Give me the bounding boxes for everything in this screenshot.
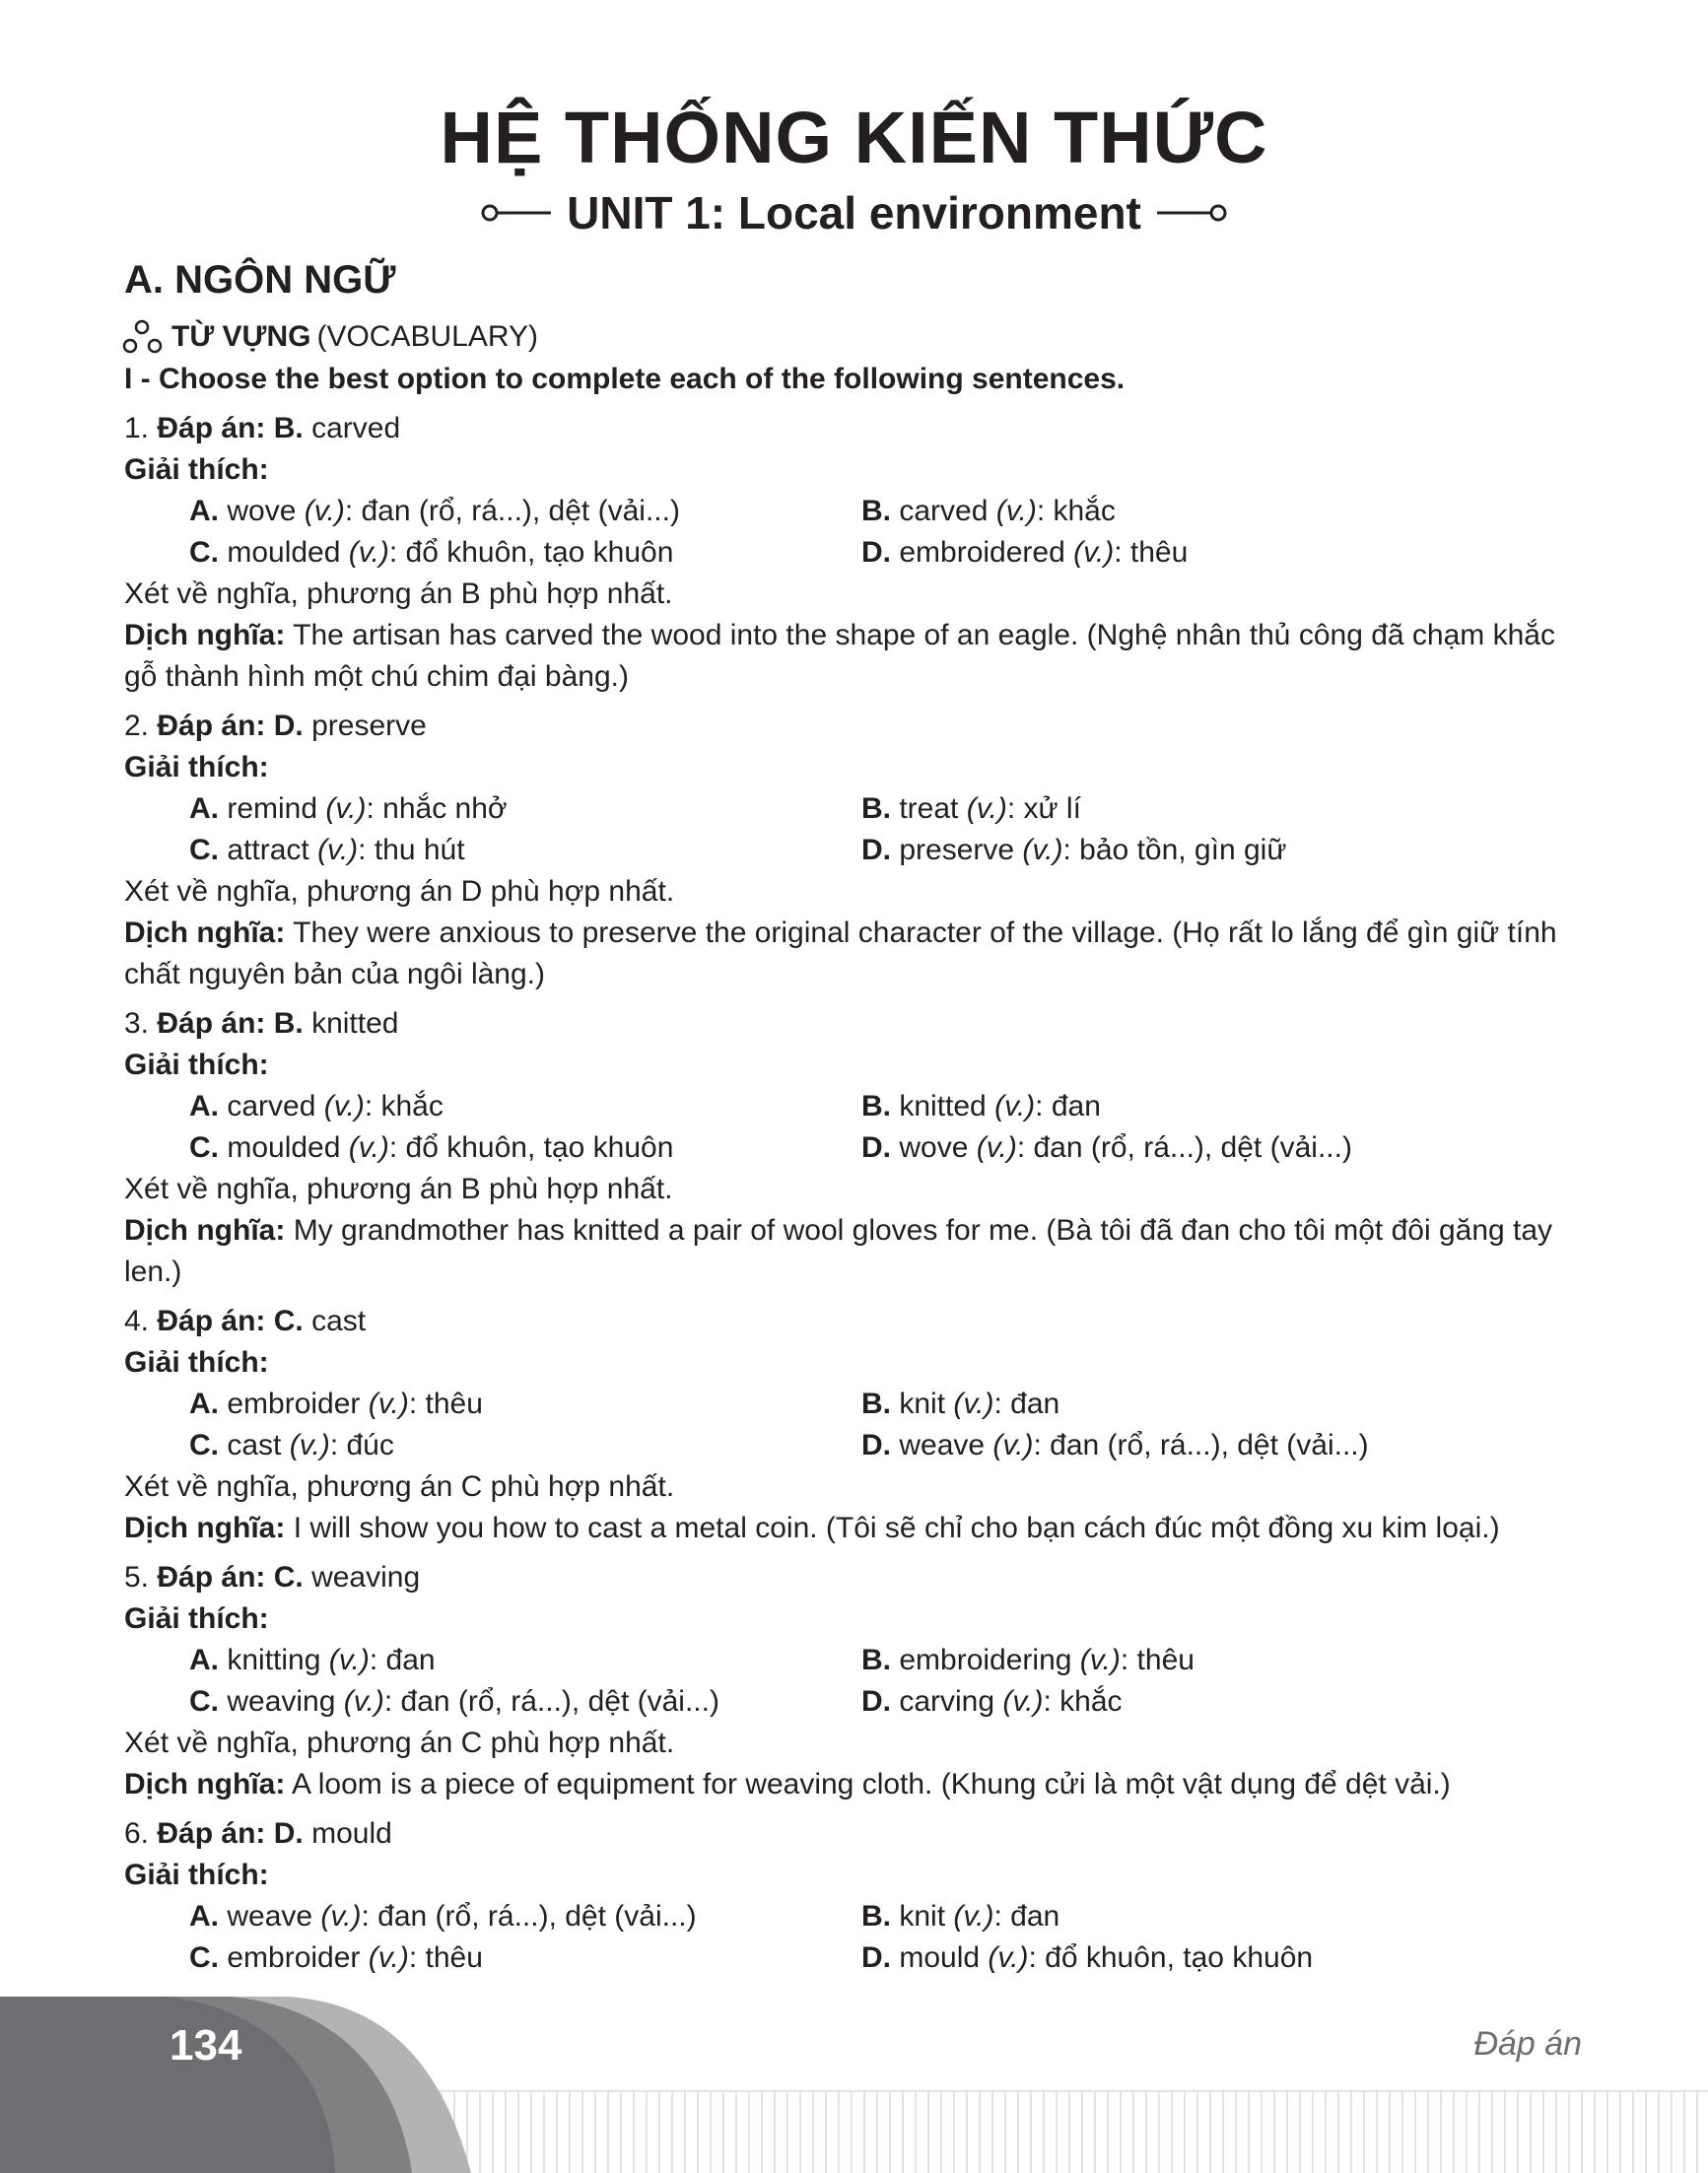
option-grid — [124, 1896, 1583, 1979]
option-letter: C. — [189, 834, 219, 866]
explanation-note: Xét về nghĩa, phương án B phù hợp nhất. — [124, 577, 673, 610]
answer-letter: B. — [273, 412, 304, 444]
answer-word: preserve — [311, 710, 427, 742]
answer-label: Đáp án: — [157, 1561, 266, 1594]
option-word: mould — [899, 1941, 981, 1974]
part-of-speech: (v.) — [368, 1388, 409, 1420]
translation-text: I will show you how to cast a metal coin. (Tôi sẽ chỉ cho bạn cách đúc một đồng xu kim loại.) — [293, 1512, 1500, 1544]
option-letter: A. — [189, 1900, 219, 1933]
option-letter: D. — [861, 1685, 891, 1718]
option-meaning: : xử lí — [1006, 792, 1081, 825]
vocabulary-label: TỪ VỰNG — [171, 320, 311, 353]
option-letter: C. — [189, 1685, 219, 1718]
translation — [124, 1764, 1583, 1805]
explain-label: Giải thích: — [124, 1602, 269, 1635]
answer-content — [124, 359, 1583, 1979]
option-letter: A. — [189, 1090, 219, 1122]
option-item — [861, 1425, 1532, 1466]
translation-text: A loom is a piece of equipment for weaving cloth. (Khung cửi là một vật dụng để dệt vải.) — [292, 1768, 1451, 1800]
translation — [124, 615, 1583, 698]
option-item — [189, 830, 861, 871]
option-item — [861, 1384, 1532, 1425]
translation — [124, 1508, 1583, 1549]
option-word: carved — [227, 1090, 316, 1122]
explain-label: Giải thích: — [124, 1859, 269, 1891]
option-word: embroidered — [899, 536, 1065, 569]
vocabulary-heading — [122, 317, 538, 357]
page-title: HỆ THỐNG KIẾN THỨC — [440, 97, 1268, 178]
option-meaning: : đan — [1035, 1090, 1101, 1122]
unit-title: UNIT 1: Local environment — [567, 187, 1141, 238]
option-meaning: : thêu — [408, 1941, 483, 1974]
option-item — [189, 1937, 861, 1979]
option-item — [861, 788, 1532, 830]
page-number: 134 — [170, 2021, 242, 2070]
option-letter: B. — [861, 1900, 891, 1933]
part-of-speech: (v.) — [348, 1131, 389, 1164]
part-of-speech: (v.) — [1073, 536, 1115, 569]
option-word: knit — [899, 1388, 946, 1420]
option-meaning: : khắc — [364, 1090, 444, 1122]
option-letter: A. — [189, 495, 219, 527]
option-item — [189, 491, 861, 532]
option-word: weave — [899, 1429, 986, 1461]
option-item — [189, 788, 861, 830]
option-word: treat — [899, 792, 959, 825]
option-item — [861, 1086, 1532, 1127]
question-number: 2. — [124, 710, 150, 742]
question-block — [124, 1557, 1583, 1805]
explain-label: Giải thích: — [124, 1049, 269, 1081]
section-heading: A. NGÔN NGỮ — [124, 258, 396, 302]
option-item — [861, 1127, 1532, 1169]
option-word: wove — [227, 495, 297, 527]
option-meaning: : thêu — [1120, 1644, 1195, 1676]
answer-letter: C. — [273, 1561, 304, 1594]
option-grid — [124, 1086, 1583, 1169]
option-meaning: : khắc — [1043, 1685, 1123, 1718]
option-grid — [124, 491, 1583, 574]
option-letter: B. — [861, 1644, 891, 1676]
option-letter: B. — [861, 792, 891, 825]
option-word: cast — [227, 1429, 282, 1461]
option-item — [189, 1127, 861, 1169]
option-item — [189, 1086, 861, 1127]
explanation-note: Xét về nghĩa, phương án C phù hợp nhất. — [124, 1727, 675, 1759]
question-answer-line — [124, 1557, 1583, 1598]
part-of-speech: (v.) — [966, 792, 1007, 825]
part-of-speech: (v.) — [1022, 834, 1063, 866]
option-item — [861, 491, 1532, 532]
part-of-speech: (v.) — [995, 495, 1037, 527]
question-answer-line — [124, 1003, 1583, 1045]
option-word: knit — [899, 1900, 946, 1933]
option-item — [189, 532, 861, 574]
part-of-speech: (v.) — [325, 792, 367, 825]
option-word: moulded — [227, 536, 341, 569]
translation-label: Dịch nghĩa: — [124, 1768, 286, 1800]
option-item — [861, 1681, 1532, 1723]
answer-letter: D. — [273, 710, 304, 742]
translation-label: Dịch nghĩa: — [124, 1512, 286, 1544]
option-letter: D. — [861, 536, 891, 569]
option-item — [861, 532, 1532, 574]
option-word: attract — [227, 834, 309, 866]
option-meaning: : khắc — [1036, 495, 1116, 527]
part-of-speech: (v.) — [976, 1131, 1017, 1164]
part-of-speech: (v.) — [289, 1429, 330, 1461]
explain-label: Giải thích: — [124, 1346, 269, 1379]
answer-word: weaving — [311, 1561, 421, 1594]
option-word: embroider — [227, 1388, 361, 1420]
vocabulary-english: (VOCABULARY) — [316, 320, 538, 353]
answer-label: Đáp án: — [157, 1007, 266, 1040]
translation-text: My grandmother has knitted a pair of wool gloves for me. (Bà tôi đã đan cho tôi một đôi găng tay len.) — [124, 1214, 1553, 1288]
circles-icon — [122, 318, 166, 356]
part-of-speech: (v.) — [304, 495, 345, 527]
option-meaning: : nhắc nhở — [366, 792, 508, 825]
option-item — [189, 1681, 861, 1723]
part-of-speech: (v.) — [1002, 1685, 1044, 1718]
option-item — [189, 1640, 861, 1681]
question-block — [124, 706, 1583, 995]
option-letter: C. — [189, 1131, 219, 1164]
option-item — [189, 1896, 861, 1937]
explanation-note: Xét về nghĩa, phương án D phù hợp nhất. — [124, 875, 675, 908]
option-meaning: : đổ khuôn, tạo khuôn — [388, 536, 674, 569]
answer-label: Đáp án: — [157, 412, 266, 444]
option-meaning: : đan (rổ, rá...), dệt (vải...) — [344, 495, 680, 527]
option-item — [861, 1896, 1532, 1937]
option-word: carved — [899, 495, 989, 527]
option-letter: D. — [861, 834, 891, 866]
part-of-speech: (v.) — [320, 1900, 362, 1933]
answer-label: Đáp án: — [157, 1817, 266, 1850]
option-meaning: : đổ khuôn, tạo khuôn — [1028, 1941, 1314, 1974]
option-meaning: : thu hút — [358, 834, 465, 866]
option-grid — [124, 1384, 1583, 1466]
right-ornament-icon — [1157, 203, 1228, 223]
question-number: 5. — [124, 1561, 150, 1594]
footer-decoration — [0, 1997, 1708, 2173]
option-item — [189, 1425, 861, 1466]
option-word: moulded — [227, 1131, 341, 1164]
option-letter: C. — [189, 1429, 219, 1461]
option-word: remind — [227, 792, 318, 825]
part-of-speech: (v.) — [343, 1685, 384, 1718]
option-word: embroider — [227, 1941, 361, 1974]
option-meaning: : đan — [993, 1388, 1060, 1420]
question-block — [124, 408, 1583, 698]
option-word: embroidering — [899, 1644, 1072, 1676]
explain-label: Giải thích: — [124, 453, 269, 486]
option-meaning: : thêu — [408, 1388, 483, 1420]
answer-word: knitted — [311, 1007, 399, 1040]
translation-label: Dịch nghĩa: — [124, 619, 286, 651]
option-word: knitting — [227, 1644, 321, 1676]
answer-word: mould — [311, 1817, 392, 1850]
part-of-speech: (v.) — [953, 1388, 994, 1420]
translation-text: They were anxious to preserve the original character of the village. (Họ rất lo lắng để gìn giữ tính chất nguyên bản của ngôi làng.) — [124, 917, 1557, 990]
answer-letter: D. — [273, 1817, 304, 1850]
translation-text: The artisan has carved the wood into the shape of an eagle. (Nghệ nhân thủ công đã chạm khắc gỗ thành hình một chú chim đại bàng.) — [124, 619, 1555, 693]
option-word: wove — [899, 1131, 969, 1164]
question-number: 4. — [124, 1305, 150, 1337]
part-of-speech: (v.) — [328, 1644, 370, 1676]
option-letter: B. — [861, 1388, 891, 1420]
option-meaning: : bảo tồn, gìn giữ — [1062, 834, 1287, 866]
option-word: preserve — [899, 834, 1015, 866]
unit-heading — [0, 185, 1708, 240]
option-meaning: : đan (rổ, rá...), dệt (vải...) — [383, 1685, 719, 1718]
option-letter: A. — [189, 792, 219, 825]
option-letter: B. — [861, 1090, 891, 1122]
answer-word: cast — [311, 1305, 367, 1337]
option-meaning: : đan (rổ, rá...), dệt (vải...) — [1016, 1131, 1352, 1164]
option-meaning: : đúc — [329, 1429, 394, 1461]
answer-label: Đáp án: — [157, 1305, 266, 1337]
option-item — [861, 830, 1532, 871]
translation-label: Dịch nghĩa: — [124, 1214, 286, 1247]
option-letter: C. — [189, 1941, 219, 1974]
part-of-speech: (v.) — [1079, 1644, 1121, 1676]
question-list — [124, 408, 1583, 1979]
option-meaning: : đan (rổ, rá...), dệt (vải...) — [1033, 1429, 1369, 1461]
explanation-note: Xét về nghĩa, phương án B phù hợp nhất. — [124, 1173, 673, 1205]
footer-label: Đáp án — [1473, 2025, 1582, 2063]
question-number: 6. — [124, 1817, 150, 1850]
part-of-speech: (v.) — [368, 1941, 409, 1974]
explain-label: Giải thích: — [124, 751, 269, 783]
answer-word: carved — [311, 412, 401, 444]
option-item — [861, 1937, 1532, 1979]
option-word: weaving — [227, 1685, 336, 1718]
option-meaning: : thêu — [1114, 536, 1189, 569]
question-answer-line — [124, 1301, 1583, 1342]
question-answer-line — [124, 1813, 1583, 1855]
answer-label: Đáp án: — [157, 710, 266, 742]
option-letter: C. — [189, 536, 219, 569]
exercise-instruction: I - Choose the best option to complete each of the following sentences. — [124, 363, 1126, 395]
part-of-speech: (v.) — [317, 834, 359, 866]
option-letter: D. — [861, 1131, 891, 1164]
option-letter: B. — [861, 495, 891, 527]
option-letter: D. — [861, 1429, 891, 1461]
left-ornament-icon — [480, 203, 551, 223]
part-of-speech: (v.) — [953, 1900, 994, 1933]
answer-letter: C. — [273, 1305, 304, 1337]
answer-letter: B. — [273, 1007, 304, 1040]
part-of-speech: (v.) — [992, 1429, 1034, 1461]
option-item — [861, 1640, 1532, 1681]
explanation-note: Xét về nghĩa, phương án C phù hợp nhất. — [124, 1470, 675, 1503]
translation — [124, 913, 1583, 995]
translation — [124, 1210, 1583, 1293]
option-meaning: : đan (rổ, rá...), dệt (vải...) — [361, 1900, 697, 1933]
question-answer-line — [124, 706, 1583, 747]
option-word: weave — [227, 1900, 313, 1933]
question-number: 1. — [124, 412, 150, 444]
question-block — [124, 1813, 1583, 1979]
option-item — [189, 1384, 861, 1425]
part-of-speech: (v.) — [994, 1090, 1036, 1122]
part-of-speech: (v.) — [988, 1941, 1029, 1974]
translation-label: Dịch nghĩa: — [124, 917, 286, 949]
question-number: 3. — [124, 1007, 150, 1040]
option-grid — [124, 788, 1583, 871]
option-meaning: : đan — [369, 1644, 436, 1676]
part-of-speech: (v.) — [323, 1090, 365, 1122]
option-grid — [124, 1640, 1583, 1723]
option-meaning: : đổ khuôn, tạo khuôn — [388, 1131, 674, 1164]
option-letter: A. — [189, 1644, 219, 1676]
option-meaning: : đan — [993, 1900, 1060, 1933]
question-block — [124, 1003, 1583, 1293]
option-word: carving — [899, 1685, 995, 1718]
part-of-speech: (v.) — [348, 536, 389, 569]
option-word: knitted — [899, 1090, 987, 1122]
question-block — [124, 1301, 1583, 1549]
question-answer-line — [124, 408, 1583, 449]
option-letter: D. — [861, 1941, 891, 1974]
option-letter: A. — [189, 1388, 219, 1420]
